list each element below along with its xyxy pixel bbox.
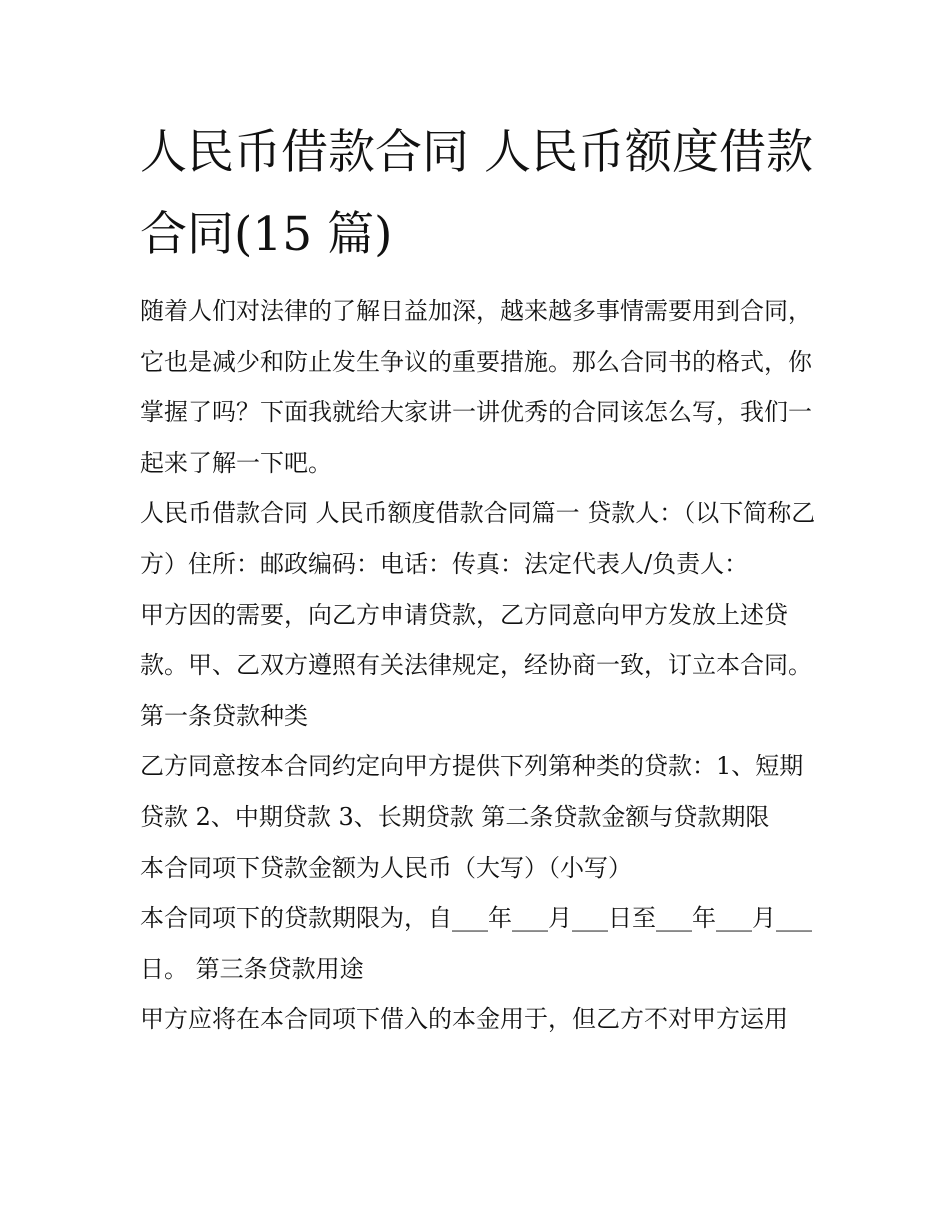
paragraph-lender-info: 人民币借款合同 人民币额度借款合同篇一 贷款人：（以下简称乙方）住所：邮政编码：电话：传真：法定代表人/负责人： — [140, 499, 816, 578]
document-page — [140, 112, 820, 1045]
paragraph-loan-amount: 本合同项下贷款金额为人民币（大写）（小写） — [140, 853, 632, 882]
paragraph-intro: 随着人们对法律的了解日益加深，越来越多事情需要用到合同，它也是减少和防止发生争议的重要措施。那么合同书的格式，你掌握了吗？下面我就给大家讲一讲优秀的合同该怎么写，我们一起来了解一下吧。 — [140, 297, 812, 477]
paragraph-agreement: 甲方因的需要，向乙方申请贷款，乙方同意向甲方发放上述贷款。甲、乙双方遵照有关法律规定，经协商一致，订立本合同。 第一条贷款种类 — [140, 600, 812, 730]
paragraph-loan-use: 甲方应将在本合同项下借入的本金用于，但乙方不对甲方运用 — [140, 1005, 788, 1034]
paragraph-loan-types: 乙方同意按本合同约定向甲方提供下列第种类的贷款：1、短期贷款 2、中期贷款 3、长期贷款 第二条贷款金额与贷款期限 — [140, 752, 804, 831]
document-title: 人民币借款合同 人民币额度借款合同(15 篇) — [140, 125, 813, 262]
paragraph-loan-term: 本合同项下的贷款期限为，自___年___月___日至___年___月___日。 第三条贷款用途 — [140, 904, 812, 983]
